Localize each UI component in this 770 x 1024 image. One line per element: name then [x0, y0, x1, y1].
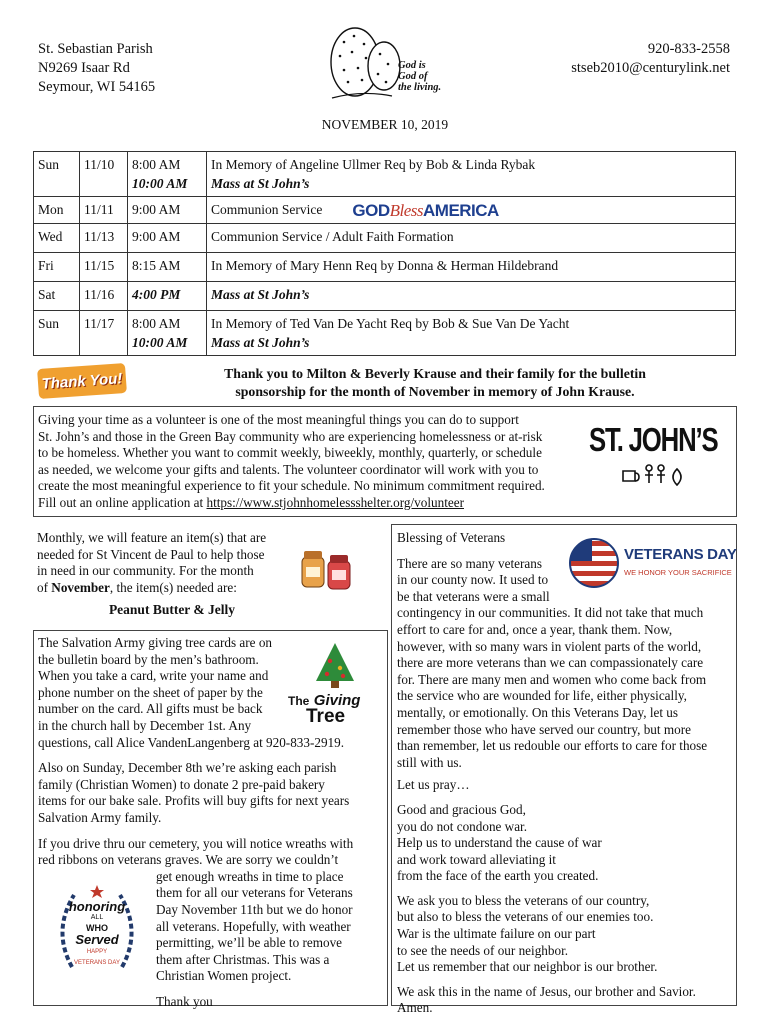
mass-schedule — [33, 151, 736, 356]
veterans-intro-line: remember those who have served our country, but more — [397, 721, 691, 737]
event-line: Mass at St John’s — [211, 176, 310, 191]
schedule-day: Sun — [34, 152, 80, 197]
schedule-time: 9:00 AM — [128, 224, 207, 253]
badge-all: ALL — [90, 914, 104, 921]
table-row — [34, 311, 736, 356]
prayer-line: Good and gracious God, — [397, 801, 526, 817]
thank-you-text: Thank You! — [41, 369, 123, 393]
bakery-line: items for our bake sale. Profits will buy gifts for next years — [38, 793, 350, 809]
veterans-day-subtitle: WE HONOR YOUR SACRIFICE — [624, 568, 732, 577]
veterans-intro-line: There are so many veterans — [397, 555, 542, 571]
wreaths-line: If you drive thru our cemetery, you will notice wreaths with — [38, 835, 354, 851]
prayer-line: We ask this in the name of Jesus, our brother and Savior. — [397, 983, 696, 999]
gba-bless: Bless — [389, 201, 423, 221]
christmas-tree-icon — [310, 641, 360, 689]
badge-honoring: honoring — [68, 899, 126, 914]
time-line: 8:00 AM — [132, 316, 181, 332]
giving-tree-the: The — [288, 694, 310, 708]
schedule-time — [128, 152, 207, 197]
schedule-time: 4:00 PM — [128, 282, 207, 311]
table-row — [34, 282, 736, 311]
prayer-line: Amen. — [397, 1000, 433, 1016]
prayer-line: from the face of the earth you created. — [397, 868, 599, 884]
svdp-line: Monthly, we will feature an item(s) that are — [37, 530, 267, 545]
giving-tree-tree: Tree — [306, 706, 346, 727]
flag-circle-icon — [568, 537, 620, 589]
bakery-line: family (Christian Women) to donate 2 pre-paid bakery — [38, 776, 325, 792]
veterans-box — [391, 524, 737, 1016]
wreaths-line: all veterans. Hopefully, with weather — [156, 918, 351, 934]
veterans-intro-line: mentally, or emotionally. On this Veterans Day, let us — [397, 704, 679, 720]
apply-prefix: Fill out an online application at — [38, 494, 207, 510]
prayer-line: but also to bless the veterans of our enemies too. — [397, 909, 654, 925]
wreaths-line: Day November 11th but we do honor — [156, 901, 353, 917]
wreaths-line: them for all our veterans for Veterans — [156, 885, 353, 901]
schedule-date: 11/17 — [80, 311, 128, 356]
wreaths-thanks: Thank you — [156, 993, 213, 1009]
st-johns-logo-text: ST. JOHN’S — [589, 421, 718, 458]
veterans-intro-line: be that veterans were a small — [397, 588, 550, 604]
thanks-message — [150, 365, 720, 401]
veterans-intro-line: effort to care for and, once a year, thank them. Now, — [397, 621, 673, 637]
salvation-line: phone number on the sheet of paper by the — [38, 684, 263, 700]
volunteer-box — [33, 406, 737, 517]
svdp-month: November — [51, 579, 110, 595]
svdp-line — [37, 580, 297, 597]
table-row — [34, 197, 736, 224]
schedule-day: Fri — [34, 253, 80, 282]
schedule-date: 11/15 — [80, 253, 128, 282]
veterans-intro-line: there are more veterans than we can compassionately care — [397, 655, 704, 671]
table-row — [34, 224, 736, 253]
peanut-butter-jelly-icon — [296, 545, 358, 602]
schedule-event: In Memory of Mary Henn Req by Donna & Herman Hildebrand — [207, 253, 736, 282]
salvation-line: questions, call Alice VandenLangenberg at 920-833-2919. — [38, 734, 345, 750]
gba-america: AMERICA — [423, 201, 499, 221]
volunteer-line: Giving your time as a volunteer is one of the most meaningful things you can do to support — [38, 412, 519, 427]
svdp-section — [37, 530, 297, 596]
volunteer-line: as needed, we welcome your gifts and talents. The volunteer coordinator will work with you to — [38, 461, 539, 477]
veterans-intro-line: in our county now. It used to — [397, 572, 549, 588]
prayer-line: and work toward alleviating it — [397, 851, 556, 867]
schedule-event: Communion Service / Adult Faith Formation — [207, 224, 736, 253]
logo-text-3: the living. — [398, 82, 442, 93]
time-line: 8:00 AM — [132, 157, 181, 172]
prayer-line: to see the needs of our neighbor. — [397, 942, 569, 958]
schedule-time: 9:00 AM — [128, 197, 207, 224]
wreaths-line: red ribbons on veterans graves. We are sorry we couldn’t — [38, 852, 339, 868]
veterans-intro-line: contingency in our communities. It did not take that much — [397, 605, 704, 621]
veterans-intro-line: however, with so many wars in violent parts of the world, — [397, 638, 702, 654]
badge-who: WHO — [86, 923, 108, 933]
wreaths-line: permitting, we’ll be able to remove — [156, 935, 343, 951]
schedule-event — [207, 311, 736, 356]
volunteer-line: to be homeless. Whether you want to commit weekly, biweekly, monthly, quarterly, or schedule — [38, 445, 542, 461]
left-column-box — [33, 630, 388, 1009]
table-row — [34, 253, 736, 282]
volunteer-link[interactable]: https://www.stjohnhomelessshelter.org/volunteer — [206, 494, 464, 510]
prayer-line: Let us remember that our neighbor is our brother. — [397, 959, 658, 975]
salvation-line: number on the card. All gifts must be back — [38, 701, 263, 717]
svdp-prefix: of — [37, 579, 52, 595]
parish-address — [38, 40, 155, 97]
bulletin-date: NOVEMBER 10, 2019 — [321, 117, 449, 132]
god-bless-america-logo — [352, 201, 498, 220]
veterans-day-logo — [568, 533, 737, 593]
time-line: 10:00 AM — [132, 176, 188, 191]
parish-street: N9269 Isaar Rd — [38, 60, 130, 76]
schedule-day: Sun — [34, 311, 80, 356]
time-line: 10:00 AM — [132, 335, 188, 351]
badge-happy: HAPPY — [86, 949, 108, 955]
svdp-item: Peanut Butter & Jelly — [108, 602, 236, 617]
event-line: In Memory of Ted Van De Yacht Req by Bob & Sue Van De Yacht — [211, 316, 570, 332]
giving-tree-giving: Giving — [313, 692, 361, 709]
thank-you-badge — [37, 363, 127, 399]
veterans-pray: Let us pray… — [397, 777, 470, 793]
svdp-line: in need in our community. For the month — [37, 563, 254, 579]
schedule-event — [207, 197, 736, 224]
gba-god: GOD — [352, 201, 390, 221]
thanks-line: Thank you to Milton & Beverly Krause and their family for the bulletin — [224, 366, 646, 381]
logo-text-1: God is — [398, 60, 426, 71]
salvation-line: in the church hall by December 1st. Any — [38, 717, 252, 733]
thanks-line: sponsorship for the month of November in memory of John Krause. — [235, 384, 635, 399]
table-row — [34, 152, 736, 197]
volunteer-line: St. John’s and those in the Green Bay community who are experiencing homelessness or at-risk — [38, 428, 543, 444]
cactus-logo — [322, 20, 447, 102]
prayer-line: you do not condone war. — [397, 818, 528, 834]
schedule-date: 11/11 — [80, 197, 128, 224]
wreaths-line: Christian Women project. — [156, 968, 292, 984]
svdp-suffix: , the item(s) needed are: — [109, 579, 237, 595]
svdp-line: needed for St Vincent de Paul to help those — [37, 546, 265, 562]
schedule-date: 11/10 — [80, 152, 128, 197]
schedule-event — [207, 152, 736, 197]
volunteer-apply — [38, 495, 583, 512]
badge-veterans-day: VETERANS DAY — [74, 960, 120, 966]
wreaths-line: them after Christmas. This was a — [156, 951, 330, 967]
prayer-line: Help us to understand the cause of war — [397, 835, 602, 851]
event-line: Mass at St John’s — [211, 335, 310, 351]
schedule-day: Mon — [34, 197, 80, 224]
veterans-intro-line: the service who are wounded for life, either physically, — [397, 688, 687, 704]
event-line: Communion Service — [211, 202, 323, 217]
giving-tree-logo — [288, 641, 383, 733]
parish-name: St. Sebastian Parish — [38, 41, 153, 57]
event-line: In Memory of Angeline Ullmer Req by Bob & Linda Rybak — [211, 157, 536, 172]
schedule-event: Mass at St John’s — [207, 282, 736, 311]
badge-served: Served — [75, 932, 119, 947]
salvation-line: When you take a card, write your name and — [38, 668, 269, 684]
veterans-day-title: VETERANS DAY — [624, 546, 737, 563]
volunteer-line: create the most meaningful experience to fit your schedule. No minimum commitment required. — [38, 478, 545, 494]
parish-contact — [571, 40, 730, 78]
schedule-time: 8:15 AM — [128, 253, 207, 282]
schedule-time — [128, 311, 207, 356]
bakery-line: Also on Sunday, December 8th we’re asking each parish — [38, 760, 337, 776]
parish-city: Seymour, WI 54165 — [38, 79, 156, 95]
prayer-line: We ask you to bless the veterans of our country, — [397, 892, 650, 908]
veterans-title: Blessing of Veterans — [397, 530, 506, 545]
bakery-line: Salvation Army family. — [38, 809, 162, 825]
schedule-day: Wed — [34, 224, 80, 253]
honoring-veterans-badge — [50, 881, 144, 981]
wreaths-line: get enough wreaths in time to place — [156, 868, 344, 884]
parish-email: stseb2010@centurylink.net — [571, 60, 730, 76]
logo-text-2: God of — [398, 71, 428, 82]
schedule-day: Sat — [34, 282, 80, 311]
veterans-intro-line: still with us. — [397, 754, 462, 770]
veterans-intro-line: than remember, let us redouble our efforts to care for those — [397, 738, 708, 754]
salvation-line: the bulletin board by the men’s bathroom. — [38, 651, 259, 667]
schedule-date: 11/13 — [80, 224, 128, 253]
parish-phone: 920-833-2558 — [647, 41, 730, 57]
schedule-date: 11/16 — [80, 282, 128, 311]
prayer-line: War is the ultimate failure on our part — [397, 926, 596, 942]
st-johns-logo — [589, 421, 729, 494]
veterans-intro-line: for. There are many men and women who come back from — [397, 671, 707, 687]
people-icon — [619, 463, 699, 489]
salvation-line: The Salvation Army giving tree cards are on — [38, 635, 273, 650]
